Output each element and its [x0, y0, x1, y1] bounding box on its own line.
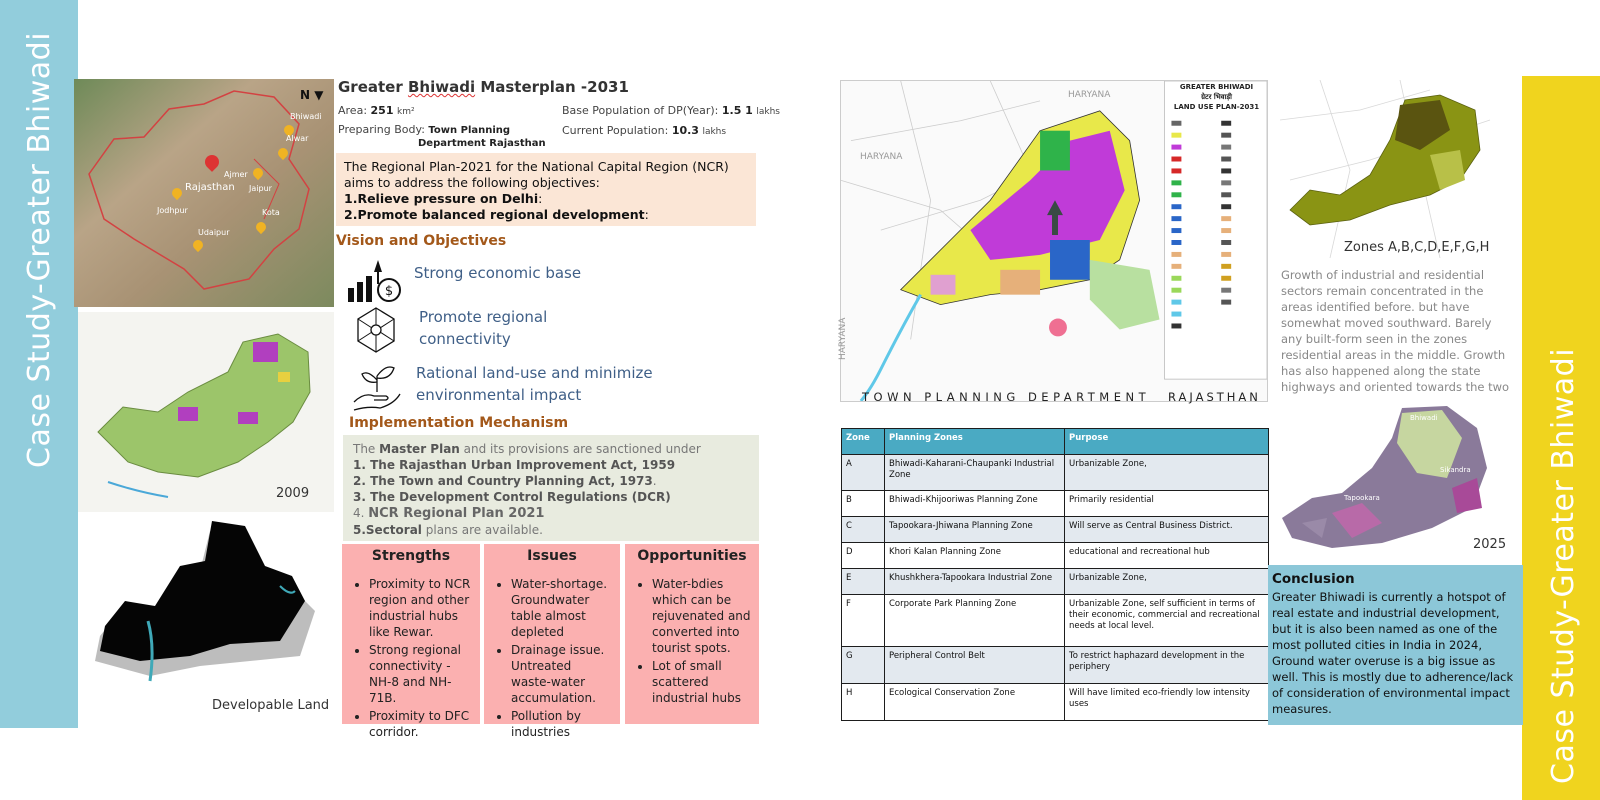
place-label-jodhpur: Jodhpur [157, 206, 188, 215]
map-2025-label-sikandra: Sikandra [1440, 466, 1471, 474]
table-row [842, 517, 1269, 543]
left-vertical-title: Case Study-Greater Bhiwadi [22, 31, 57, 468]
table-row [842, 684, 1269, 721]
zones-header-zone: Zone [842, 429, 885, 455]
zones-header-purpose: Purpose [1065, 429, 1269, 455]
issue-item: • Pollution by industries [511, 708, 612, 740]
legend-title-line3: LAND USE PLAN-2031 [1173, 103, 1260, 111]
objective-economic-base: Strong economic base [414, 264, 582, 282]
ncr-objective-2: 2.Promote balanced regional development: [344, 207, 649, 222]
strength-item: • Proximity to NCR region and other industrial hubs like Rewar. [369, 576, 472, 640]
issue-item: • Drainage issue. Untreated waste-water accumulation. [511, 642, 612, 706]
table-row [842, 595, 1269, 647]
right-vertical-title: Case Study-Greater Bhiwadi [1546, 347, 1581, 784]
implementation-act-1: 1. The Rajasthan Urban Improvement Act, 1959 [353, 458, 676, 472]
zones-header-planning-zones: Planning Zones [885, 429, 1065, 455]
developable-land-map [80, 516, 334, 686]
purpose-cell: Urbanizable Zone, self sufficient in terms of their economic, commercial and recreational needs at local level. [1065, 595, 1269, 647]
implementation-heading: Implementation Mechanism [349, 415, 569, 431]
zone-cell: D [842, 543, 885, 569]
opportunity-item: • Water-bdies which can be rejuvenated and converted into tourist spots. [652, 576, 751, 656]
opportunity-item: • Lot of small scattered industrial hubs [652, 658, 751, 706]
place-label-udaipur: Udaipur [198, 228, 230, 237]
legend-title [1165, 82, 1268, 112]
map-footer-state: RAJASTHAN [1168, 390, 1261, 404]
bhiwadi-2009-map [78, 312, 334, 512]
vision-heading: Vision and Objectives [336, 233, 507, 249]
planning-zone-cell: Bhiwadi-Khijooriwas Planning Zone [885, 491, 1065, 517]
purpose-cell: Will serve as Central Business District. [1065, 517, 1269, 543]
issue-item: • Water-shortage. Groundwater table almost depleted [511, 576, 612, 640]
land-use-plan-map [840, 80, 1268, 402]
objective-rational-land-use: Rational land-use and minimize environmental impact [416, 364, 653, 404]
svg-text:$: $ [384, 284, 394, 299]
implementation-box [343, 435, 759, 541]
purpose-cell: To restrict haphazard development in the periphery [1065, 647, 1269, 684]
purpose-cell: Primarily residential [1065, 491, 1269, 517]
strength-item: • Proximity to DFC corridor. [369, 708, 472, 740]
map-label-haryana-bottom: HARYANA [838, 317, 848, 360]
legend-title-line2: ग्रेटर भिवाड़ी [1201, 93, 1232, 101]
place-label-rajasthan: Rajasthan [185, 182, 235, 193]
preparing-body-info-line2: Department Rajasthan [418, 138, 546, 149]
zone-cell: A [842, 455, 885, 491]
implementation-act-3: 3. The Development Control Regulations (DCR) [353, 490, 671, 504]
strengths-title: Strengths [371, 548, 451, 564]
planning-zone-cell: Tapookara-Jhiwana Planning Zone [885, 517, 1065, 543]
planning-zone-cell: Khushkhera-Tapookara Industrial Zone [885, 569, 1065, 595]
purpose-cell: educational and recreational hub [1065, 543, 1269, 569]
plant-in-hand-icon [350, 362, 404, 414]
north-arrow-icon: N ▼ [300, 88, 324, 102]
zones-table [841, 428, 1269, 721]
place-label-kota: Kota [262, 208, 280, 217]
network-connectivity-icon [354, 305, 398, 355]
zones-map-caption: Zones A,B,C,D,E,F,G,H [1344, 240, 1490, 255]
planning-zone-cell: Corporate Park Planning Zone [885, 595, 1065, 647]
table-row [842, 455, 1269, 491]
area-info: Area: 251 km² [338, 104, 415, 117]
implementation-item-5: 5.Sectoral plans are available. [353, 523, 543, 537]
economic-growth-icon [346, 258, 404, 304]
strength-item: • Strong regional connectivity -NH-8 and NH-71B. [369, 642, 472, 706]
planning-zone-cell: Peripheral Control Belt [885, 647, 1065, 684]
map-label-haryana-left: HARYANA [860, 152, 903, 162]
ncr-intro: The Regional Plan-2021 for the National Capital Region (NCR) aims to address the following objectives: [344, 159, 729, 190]
implementation-intro: The Master Plan and its provisions are sanctioned under [353, 442, 701, 456]
table-row [842, 647, 1269, 684]
zone-cell: E [842, 569, 885, 595]
masterplan-title: Greater Bhiwadi Masterplan -2031 [338, 78, 629, 96]
planning-zone-cell: Bhiwadi-Kaharani-Chaupanki Industrial Zone [885, 455, 1065, 491]
strengths-box [342, 544, 480, 739]
zone-cell: B [842, 491, 885, 517]
map-2025-caption: 2025 [1473, 537, 1507, 552]
map-label-haryana-top: HARYANA [1068, 90, 1111, 100]
map-2009-caption: 2009 [276, 486, 310, 501]
preparing-body-info: Preparing Body: Town Planning [338, 123, 511, 136]
zone-cell: G [842, 647, 885, 684]
place-label-ajmer: Ajmer [224, 170, 248, 179]
zone-cell: H [842, 684, 885, 721]
table-row [842, 569, 1269, 595]
place-label-jaipur: Jaipur [249, 184, 272, 193]
planning-zone-cell: Ecological Conservation Zone [885, 684, 1065, 721]
ncr-objective-1: 1.Relieve pressure on Delhi: [344, 191, 543, 206]
bhiwadi-2025-map [1272, 398, 1508, 560]
purpose-cell: Urbanizable Zone, [1065, 569, 1269, 595]
base-population-info: Base Population of DP(Year): 1.5 1 lakhs [562, 104, 780, 117]
table-row [842, 491, 1269, 517]
opportunities-title: Opportunities [637, 548, 747, 564]
issues-box [484, 544, 620, 739]
planning-zone-cell: Khori Kalan Planning Zone [885, 543, 1065, 569]
current-population-info: Current Population: 10.3 lakhs [562, 124, 727, 137]
objective-regional-connectivity: Promote regional connectivity [419, 308, 548, 348]
map-2025-label-bhiwadi: Bhiwadi [1410, 414, 1438, 422]
implementation-act-2: 2. The Town and Country Planning Act, 1973. [353, 474, 657, 488]
zones-map [1280, 80, 1504, 258]
legend-title-line1: GREATER BHIWADI [1179, 83, 1254, 91]
table-row [842, 543, 1269, 569]
ncr-objectives-box [336, 153, 756, 226]
zone-cell: C [842, 517, 885, 543]
issues-title: Issues [527, 548, 577, 564]
conclusion-text: Greater Bhiwadi is currently a hotspot of real estate and industrial development, but it is also been named as one of the most polluted cities in India in 2024, Ground water overuse is a big issue as well. This is mostly due to adherence/lack of consideration of environmental impact measures. [1272, 590, 1514, 716]
implementation-item-4: 4. NCR Regional Plan 2021 [353, 506, 545, 521]
purpose-cell: Urbanizable Zone, [1065, 455, 1269, 491]
conclusion-box [1268, 565, 1523, 725]
zone-cell: F [842, 595, 885, 647]
developable-land-caption: Developable Land [212, 698, 330, 713]
place-label-alwar: Alwar [286, 134, 309, 143]
growth-description: Growth of industrial and residential sectors remain concentrated in the areas identified before. but have somewhat moved southward. Barely any built-form seen in the zones residential areas in the middle. Growth has also happened along the state highways and oriented towards the two [1281, 268, 1510, 394]
map-footer-department: TOWN PLANNING DEPARTMENT [862, 390, 1151, 404]
map-2025-label-tapookara: Tapookara [1344, 494, 1380, 502]
opportunities-box [625, 544, 759, 724]
place-label-bhiwadi: Bhiwadi [290, 112, 322, 121]
purpose-cell: Will have limited eco-friendly low intensity uses [1065, 684, 1269, 721]
conclusion-heading: Conclusion [1272, 571, 1355, 587]
